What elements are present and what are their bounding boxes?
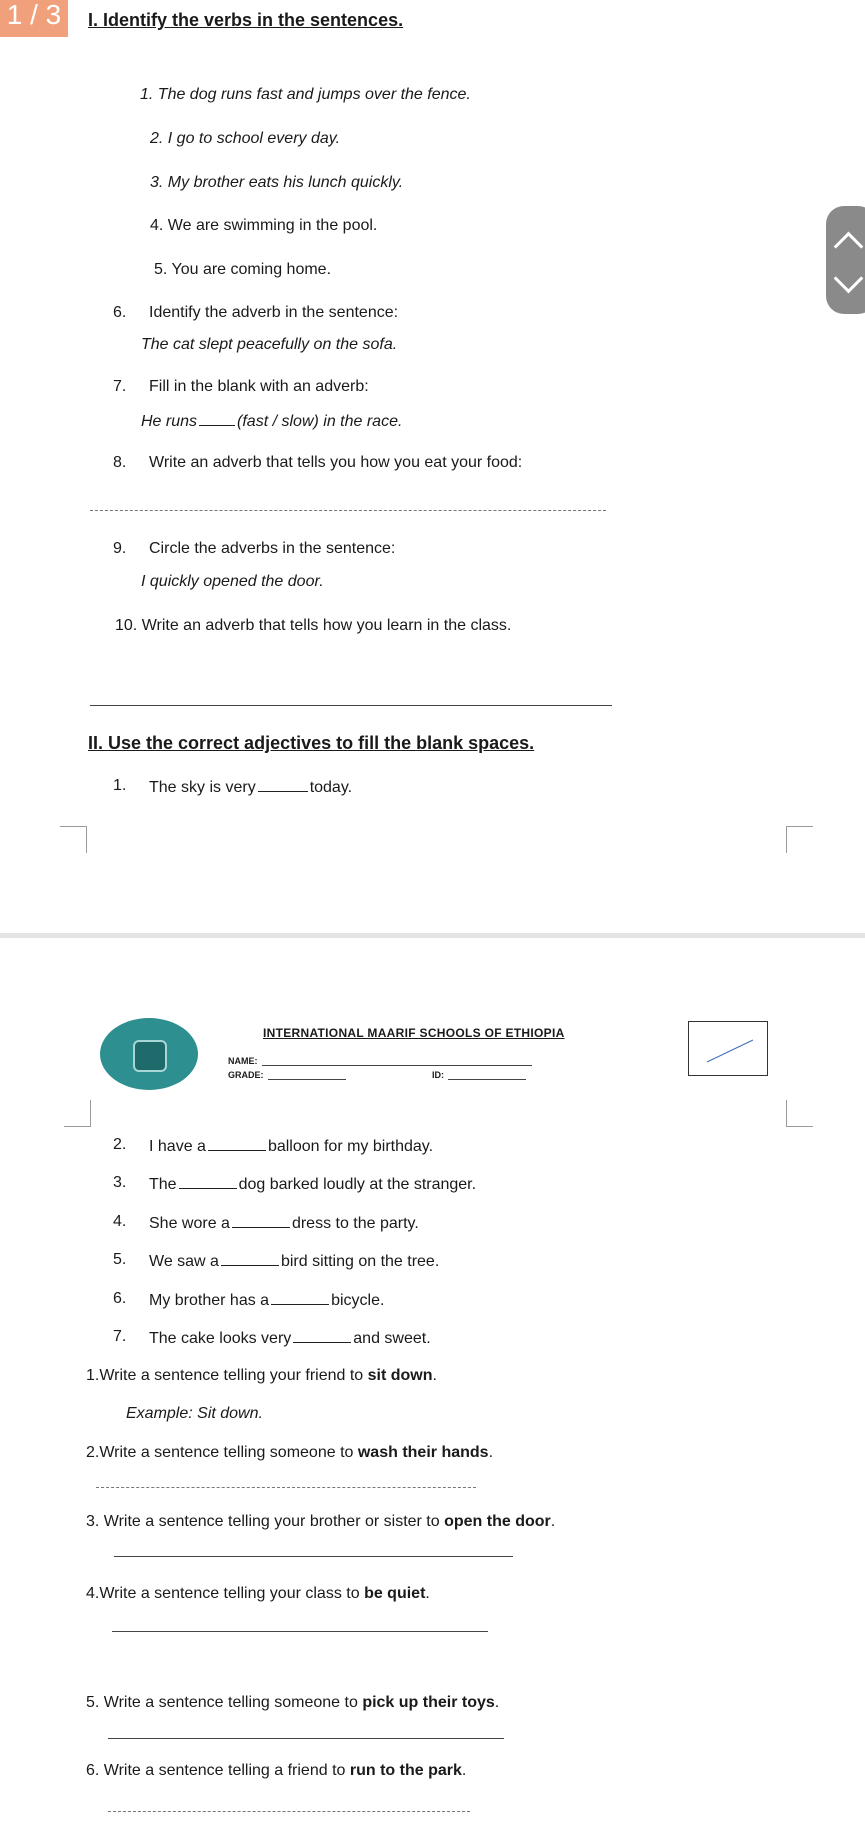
grade-label: GRADE: [228,1070,264,1080]
school-name: INTERNATIONAL MAARIF SCHOOLS OF ETHIOPIA [263,1026,565,1040]
id-label: ID: [432,1070,444,1080]
adj-before: My brother has a [149,1292,270,1309]
adj-before: We saw a [149,1253,219,1270]
name-line[interactable] [262,1065,532,1066]
adj-q5-sentence [149,1251,439,1271]
adj-after: bicycle. [331,1292,385,1309]
q9-prompt: Circle the adverbs in the sentence: [149,540,396,557]
verb-item-4: 4. We are swimming in the pool. [150,217,378,234]
verb-item-5: 5. You are coming home. [154,261,332,278]
id-line[interactable] [448,1079,526,1080]
adj-q5-number: 5. [113,1251,127,1268]
adj-q7-sentence [149,1328,431,1348]
crop-mark [60,826,87,853]
adj-q2-number: 2. [113,1136,127,1153]
stamp-box [688,1021,768,1076]
grade-line[interactable] [268,1079,346,1080]
command-key: sit down [367,1367,433,1384]
section2-title: II. Use the correct adjectives to fill the blank spaces. [88,733,535,753]
adj-blank[interactable] [208,1136,266,1151]
adj-before: The cake looks very [149,1330,292,1347]
adj-after: balloon for my birthday. [267,1138,434,1155]
q9-number: 9. [113,540,127,557]
adj-q3-sentence [149,1174,476,1194]
q10-prompt: 10. Write an adverb that tells how you learn in the class. [115,617,512,634]
command-q5 [86,1694,499,1712]
command-key: open the door [444,1513,551,1530]
q6-sentence: The cat slept peacefully on the sofa. [141,336,398,353]
pen-stroke-icon [689,1022,767,1075]
adj-blank[interactable] [232,1213,290,1228]
command-key: run to the park [349,1762,462,1779]
command-q6 [86,1762,466,1780]
q7-sentence [141,411,402,431]
page-separator [0,933,865,938]
section1-title: I. Identify the verbs in the sentences. [88,10,404,30]
adj-q4-number: 4. [113,1213,127,1230]
q7-prompt: Fill in the blank with an adverb: [149,378,369,395]
q10-answer-line[interactable] [90,705,612,706]
command-text: 3. Write a sentence telling your brother or sister to [86,1513,445,1530]
command-q4-answer-line[interactable] [112,1631,488,1632]
command-punct: . [494,1694,500,1711]
adj-q1-sentence [149,777,352,797]
adj-before: The [149,1176,177,1193]
q7-before: He runs [141,413,198,430]
adj-after: dog barked loudly at the stranger. [238,1176,477,1193]
q8-answer-line[interactable] [90,510,606,511]
chevron-up-icon[interactable] [834,232,864,262]
adj-q4-sentence [149,1213,419,1233]
command-text: 2.Write a sentence telling someone to [86,1444,358,1461]
adj-before: I have a [149,1138,206,1155]
command-q3 [86,1513,555,1531]
q6-prompt: Identify the adverb in the sentence: [149,304,399,321]
verb-item-2: 2. I go to school every day. [150,130,341,147]
command-punct: . [432,1367,437,1384]
q7-after: (fast / slow) in the race. [237,413,403,430]
command-example: Example: Sit down. [126,1405,263,1422]
command-q2 [86,1444,493,1462]
logo-emblem [133,1040,167,1072]
adj-q3-number: 3. [113,1174,127,1191]
command-q4 [86,1585,430,1603]
adj-q1-number: 1. [113,777,127,794]
adj-q1-after: today. [309,779,353,796]
adj-blank[interactable] [271,1290,329,1305]
name-label: NAME: [228,1056,258,1066]
page-indicator: 1 / 3 [0,0,68,37]
adj-blank[interactable] [293,1328,351,1343]
page-nav-control [826,206,865,314]
command-q5-answer-line[interactable] [108,1738,504,1739]
adj-q6-sentence [149,1290,384,1310]
command-key: wash their hands [357,1444,489,1461]
verb-item-3: 3. My brother eats his lunch quickly. [150,174,404,191]
q7-number: 7. [113,378,127,395]
command-q2-answer-line[interactable] [96,1487,476,1488]
q7-blank[interactable] [199,411,235,426]
adj-after: dress to the party. [291,1215,419,1232]
school-logo [100,1018,198,1090]
adj-q6-number: 6. [113,1290,127,1307]
crop-mark [786,826,813,853]
q6-number: 6. [113,304,127,321]
command-q3-answer-line[interactable] [114,1556,513,1557]
command-punct: . [425,1585,430,1602]
command-text: 5. Write a sentence telling someone to [86,1694,363,1711]
adj-q1-before: The sky is very [149,779,256,796]
command-text: 4.Write a sentence telling your class to [86,1585,365,1602]
command-text: 1.Write a sentence telling your friend to [86,1367,368,1384]
adj-after: bird sitting on the tree. [280,1253,440,1270]
q8-prompt: Write an adverb that tells you how you eat your food: [149,454,523,471]
command-key: pick up their toys [362,1694,495,1711]
command-q1 [86,1367,437,1385]
command-punct: . [550,1513,556,1530]
command-key: be quiet [364,1585,426,1602]
q9-sentence: I quickly opened the door. [141,573,324,590]
command-q6-answer-line[interactable] [108,1811,470,1812]
command-punct: . [461,1762,467,1779]
adj-blank[interactable] [179,1174,237,1189]
crop-mark [64,1100,91,1127]
adj-blank[interactable] [221,1251,279,1266]
adj-q1-blank[interactable] [258,777,308,792]
crop-mark [786,1100,813,1127]
adj-before: She wore a [149,1215,230,1232]
adj-q7-number: 7. [113,1328,127,1345]
chevron-down-icon[interactable] [834,264,864,294]
adj-q2-sentence [149,1136,433,1156]
adj-after: and sweet. [353,1330,431,1347]
q8-number: 8. [113,454,127,471]
command-punct: . [488,1444,494,1461]
command-text: 6. Write a sentence telling a friend to [86,1762,350,1779]
verb-item-1: 1. The dog runs fast and jumps over the fence. [140,86,471,103]
